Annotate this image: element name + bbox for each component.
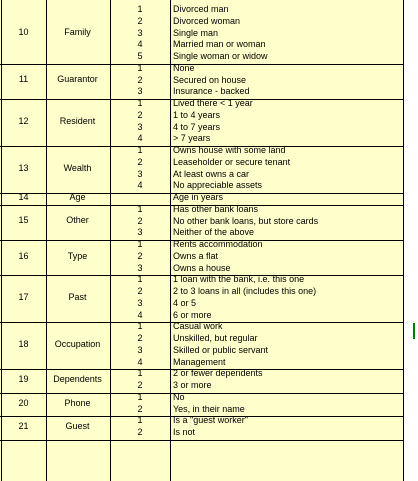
option-code: 1 — [137, 203, 143, 214]
option-description: Secured on house — [173, 74, 247, 85]
option-description: Owns a flat — [173, 250, 219, 261]
option-code: 2 — [137, 215, 143, 226]
option-description: Age in years — [173, 192, 224, 202]
option-description: None — [173, 62, 195, 73]
option-description: Casual work — [173, 321, 223, 332]
option-description: 1 loan with the bank, i.e. this one — [173, 274, 305, 285]
variable-name: Family — [64, 27, 91, 38]
variable-number: 14 — [18, 191, 29, 202]
option-code: 1 — [137, 145, 143, 155]
option-code: 4 — [137, 356, 143, 367]
option-code: 3 — [137, 168, 143, 179]
option-description: 3 or more — [173, 380, 212, 390]
option-code: 2 — [137, 403, 143, 414]
option-description: Leaseholder or secure tenant — [173, 156, 291, 167]
option-description: 2 or fewer dependents — [173, 368, 263, 379]
row-divider — [0, 440, 404, 441]
option-description: At least owns a car — [173, 168, 250, 179]
variable-number: 10 — [18, 27, 29, 38]
option-code: 4 — [137, 133, 143, 144]
option-code: 3 — [137, 262, 143, 273]
variable-number: 20 — [18, 397, 29, 408]
option-description: No appreciable assets — [173, 180, 263, 191]
variable-name: Wealth — [63, 162, 92, 173]
option-code: 2 — [137, 156, 143, 167]
option-code: 3 — [137, 86, 143, 97]
option-description: No — [173, 391, 185, 402]
option-description: Management — [173, 356, 226, 367]
option-description: 2 to 3 loans in all (includes this one) — [173, 286, 317, 296]
option-code: 3 — [137, 27, 143, 38]
variable-number: 21 — [18, 421, 29, 431]
variable-number: 13 — [18, 162, 29, 173]
option-description: Owns house with some land — [173, 145, 286, 155]
option-description: Insurance - backed — [173, 86, 250, 97]
variable-name: Occupation — [54, 338, 101, 349]
variable-name: Past — [68, 291, 87, 302]
variable-number: 12 — [18, 115, 29, 126]
option-code: 2 — [137, 380, 143, 390]
option-code: 2 — [137, 74, 143, 85]
option-code: 4 — [137, 180, 143, 191]
option-description: Has other bank loans — [173, 203, 259, 214]
option-code: 1 — [137, 391, 143, 402]
variable-number: 16 — [18, 250, 29, 261]
option-description: Divorced woman — [173, 15, 241, 26]
option-code: 1 — [137, 415, 143, 426]
option-description: Rents accommodation — [173, 239, 263, 249]
option-code: 2 — [137, 427, 143, 437]
variable-name: Type — [67, 250, 88, 261]
option-description: Yes, in their name — [173, 403, 245, 414]
option-description: Owns a house — [173, 262, 231, 273]
cell-cursor-mark — [413, 323, 415, 339]
option-description: Divorced man — [173, 4, 229, 14]
option-code: 1 — [137, 368, 143, 379]
variable-number: 19 — [18, 374, 29, 384]
option-code: 4 — [137, 39, 143, 50]
option-code: 2 — [137, 109, 143, 120]
option-code: 1 — [137, 239, 143, 249]
option-code: 3 — [137, 297, 143, 308]
option-description: Single man — [173, 27, 219, 38]
option-description: 4 to 7 years — [173, 121, 221, 132]
option-code: 4 — [137, 309, 143, 320]
option-description: No other bank loans, but store cards — [173, 215, 319, 226]
option-description: Neither of the above — [173, 227, 255, 238]
variable-name: Age — [69, 191, 86, 202]
option-description: Lived there < 1 year — [173, 98, 253, 108]
row-divider — [0, 393, 404, 394]
option-description: Is a "guest worker" — [173, 415, 248, 426]
right-gutter — [404, 0, 418, 481]
variable-name: Phone — [64, 397, 91, 408]
variable-name: Guest — [65, 421, 90, 431]
variable-number: 18 — [18, 338, 29, 349]
option-description: 4 or 5 — [173, 297, 197, 308]
option-code: 3 — [137, 344, 143, 355]
option-description: Married man or woman — [173, 39, 266, 50]
option-description: Unskilled, but regular — [173, 333, 258, 343]
variable-number: 15 — [18, 215, 29, 226]
option-code: 3 — [137, 121, 143, 132]
option-code: 5 — [137, 51, 143, 61]
option-description: Single woman or widow — [173, 51, 268, 61]
option-code: 1 — [137, 62, 143, 73]
option-description: > 7 years — [173, 133, 211, 144]
row-divider — [0, 64, 404, 65]
option-code: 1 — [137, 98, 143, 108]
variable-name: Guarantor — [57, 74, 98, 85]
option-code: 1 — [137, 321, 143, 332]
option-description: 1 to 4 years — [173, 109, 221, 120]
option-code: 1 — [137, 274, 143, 285]
variable-number: 17 — [18, 291, 29, 302]
option-description: Is not — [173, 427, 196, 437]
variable-number: 11 — [18, 74, 29, 85]
option-code: 2 — [137, 250, 143, 261]
variable-name: Resident — [59, 115, 96, 126]
variable-name: Dependents — [53, 374, 102, 384]
option-code: 1 — [137, 4, 143, 14]
variable-name: Other — [66, 215, 89, 226]
option-description: 6 or more — [173, 309, 212, 320]
option-code: 2 — [137, 15, 143, 26]
option-code: 3 — [137, 227, 143, 238]
option-code: 2 — [137, 333, 143, 343]
option-code: 2 — [137, 286, 143, 296]
option-description: Skilled or public servant — [173, 344, 269, 355]
